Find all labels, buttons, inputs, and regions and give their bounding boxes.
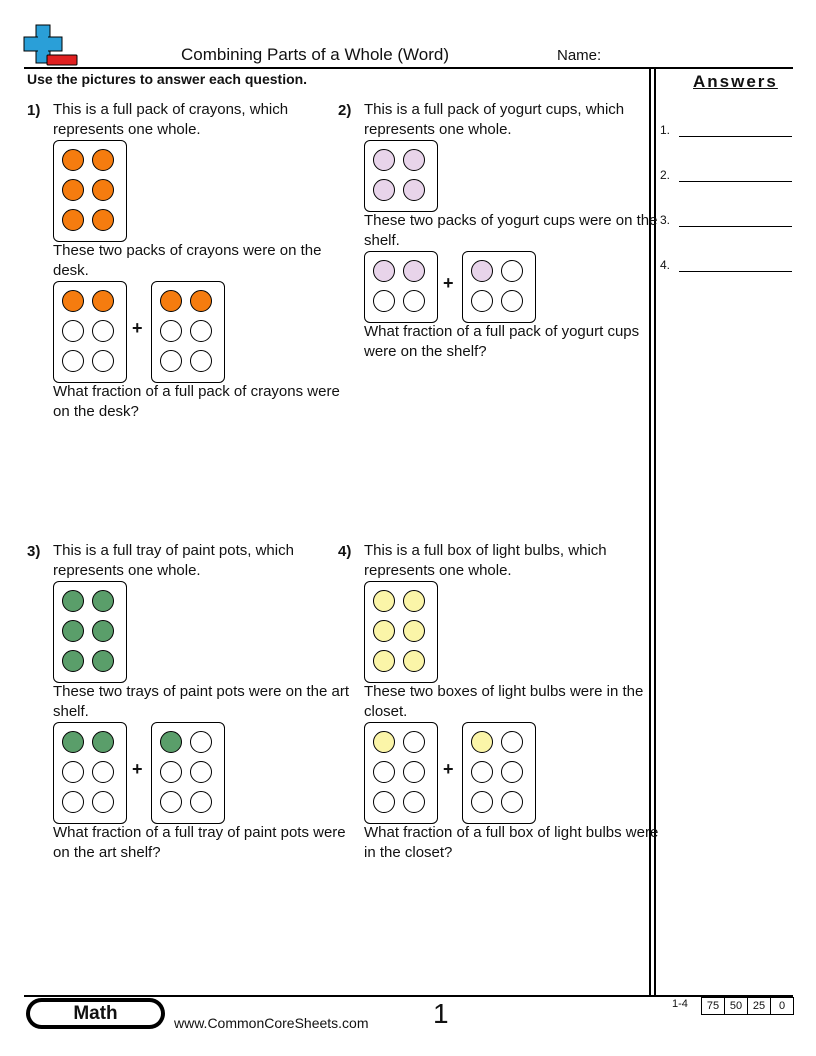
- question-prompt: What fraction of a full tray of paint pots were on the art shelf?: [53, 824, 346, 861]
- question-setup: These two trays of paint pots were on the art shelf.: [53, 683, 349, 720]
- empty-cell: [160, 761, 182, 783]
- plus-sign: +: [132, 318, 143, 338]
- name-label: Name:: [557, 47, 602, 64]
- answer-row-4: [660, 256, 796, 276]
- answer-blank-4[interactable]: [679, 271, 792, 272]
- filled-cell: [190, 290, 212, 312]
- empty-cell: [471, 761, 493, 783]
- empty-cell: [373, 791, 395, 813]
- filled-cell: [373, 590, 395, 612]
- whole-pack: [53, 140, 127, 242]
- empty-cell: [403, 290, 425, 312]
- filled-cell: [373, 149, 395, 171]
- question-prompt: What fraction of a full pack of crayons were on the desk?: [53, 383, 340, 420]
- filled-cell: [471, 260, 493, 282]
- question-setup: These two boxes of light bulbs were in the closet.: [364, 683, 644, 720]
- filled-cell: [62, 290, 84, 312]
- question-setup: These two packs of yogurt cups were on the shelf.: [364, 212, 658, 249]
- footer-rule: [24, 995, 793, 997]
- empty-cell: [160, 320, 182, 342]
- question-intro: This is a full pack of yogurt cups, which represents one whole.: [364, 101, 625, 138]
- empty-cell: [92, 320, 114, 342]
- whole-pack: [53, 581, 127, 683]
- filled-cell: [373, 650, 395, 672]
- plus-sign: +: [443, 759, 454, 779]
- partial-pack-a: [364, 251, 438, 323]
- empty-cell: [471, 290, 493, 312]
- empty-cell: [403, 761, 425, 783]
- partial-pack-b: [151, 281, 225, 383]
- partial-pack-b: [462, 251, 536, 323]
- empty-cell: [92, 761, 114, 783]
- subject-badge: [26, 998, 165, 1029]
- filled-cell: [62, 650, 84, 672]
- empty-cell: [403, 731, 425, 753]
- filled-cell: [471, 731, 493, 753]
- question-intro: This is a full box of light bulbs, which represents one whole.: [364, 542, 607, 579]
- filled-cell: [373, 731, 395, 753]
- filled-cell: [403, 149, 425, 171]
- plus-sign: +: [443, 273, 454, 293]
- worksheet-title: Combining Parts of a Whole (Word): [181, 45, 450, 64]
- subject-label: Math: [30, 1002, 161, 1025]
- empty-cell: [501, 290, 523, 312]
- empty-cell: [62, 761, 84, 783]
- answer-number: 1.: [660, 123, 671, 137]
- header-rule: [24, 67, 793, 69]
- empty-cell: [373, 761, 395, 783]
- empty-cell: [190, 791, 212, 813]
- filled-cell: [62, 209, 84, 231]
- filled-cell: [62, 590, 84, 612]
- empty-cell: [501, 761, 523, 783]
- empty-cell: [501, 260, 523, 282]
- whole-pack: [364, 581, 438, 683]
- empty-cell: [190, 320, 212, 342]
- filled-cell: [403, 179, 425, 201]
- question-prompt: What fraction of a full pack of yogurt cups were on the shelf?: [364, 323, 640, 360]
- empty-cell: [471, 791, 493, 813]
- answer-number: 2.: [660, 168, 671, 182]
- empty-cell: [190, 731, 212, 753]
- empty-cell: [501, 791, 523, 813]
- answer-row-2: [660, 166, 796, 186]
- plus-sign: +: [132, 759, 143, 779]
- score-box: 50: [724, 997, 748, 1015]
- filled-cell: [92, 179, 114, 201]
- filled-cell: [373, 179, 395, 201]
- question-number: 2): [338, 102, 352, 119]
- partial-pack-a: [53, 722, 127, 824]
- question-intro: This is a full tray of paint pots, which represents one whole.: [53, 542, 294, 579]
- question-number: 4): [338, 543, 352, 560]
- empty-cell: [92, 350, 114, 372]
- filled-cell: [92, 590, 114, 612]
- empty-cell: [501, 731, 523, 753]
- empty-cell: [373, 290, 395, 312]
- filled-cell: [92, 149, 114, 171]
- answer-blank-1[interactable]: [679, 136, 792, 137]
- filled-cell: [403, 260, 425, 282]
- empty-cell: [403, 791, 425, 813]
- question-setup: These two packs of crayons were on the desk.: [53, 242, 322, 279]
- filled-cell: [373, 620, 395, 642]
- whole-pack: [364, 140, 438, 212]
- question-number: 1): [27, 102, 41, 119]
- page-number: 1: [433, 998, 449, 1029]
- score-range: 1-4: [672, 998, 688, 1010]
- filled-cell: [92, 620, 114, 642]
- answers-heading: Answers: [693, 72, 778, 91]
- empty-cell: [160, 791, 182, 813]
- filled-cell: [62, 731, 84, 753]
- question-intro: This is a full pack of crayons, which represents one whole.: [53, 101, 289, 138]
- empty-cell: [92, 791, 114, 813]
- filled-cell: [373, 260, 395, 282]
- empty-cell: [62, 320, 84, 342]
- plus-minus-logo-icon: [22, 22, 80, 68]
- partial-pack-b: [462, 722, 536, 824]
- empty-cell: [190, 761, 212, 783]
- answer-blank-2[interactable]: [679, 181, 792, 182]
- answer-blank-3[interactable]: [679, 226, 792, 227]
- answer-row-3: [660, 211, 796, 231]
- score-box: 25: [747, 997, 771, 1015]
- score-box: 0: [770, 997, 794, 1015]
- instructions: Use the pictures to answer each question.: [27, 71, 308, 87]
- answer-number: 4.: [660, 258, 671, 272]
- empty-cell: [190, 350, 212, 372]
- filled-cell: [160, 731, 182, 753]
- website-link[interactable]: www.CommonCoreSheets.com: [174, 1015, 369, 1031]
- filled-cell: [62, 179, 84, 201]
- partial-pack-a: [53, 281, 127, 383]
- empty-cell: [62, 791, 84, 813]
- filled-cell: [403, 650, 425, 672]
- filled-cell: [92, 290, 114, 312]
- filled-cell: [92, 731, 114, 753]
- partial-pack-b: [151, 722, 225, 824]
- filled-cell: [160, 290, 182, 312]
- score-box: 75: [701, 997, 725, 1015]
- empty-cell: [62, 350, 84, 372]
- filled-cell: [62, 149, 84, 171]
- filled-cell: [92, 209, 114, 231]
- filled-cell: [403, 590, 425, 612]
- partial-pack-a: [364, 722, 438, 824]
- filled-cell: [92, 650, 114, 672]
- question-number: 3): [27, 543, 41, 560]
- filled-cell: [403, 620, 425, 642]
- empty-cell: [160, 350, 182, 372]
- question-prompt: What fraction of a full box of light bulbs were in the closet?: [364, 824, 659, 861]
- filled-cell: [62, 620, 84, 642]
- answer-row-1: [660, 121, 796, 141]
- answer-number: 3.: [660, 213, 671, 227]
